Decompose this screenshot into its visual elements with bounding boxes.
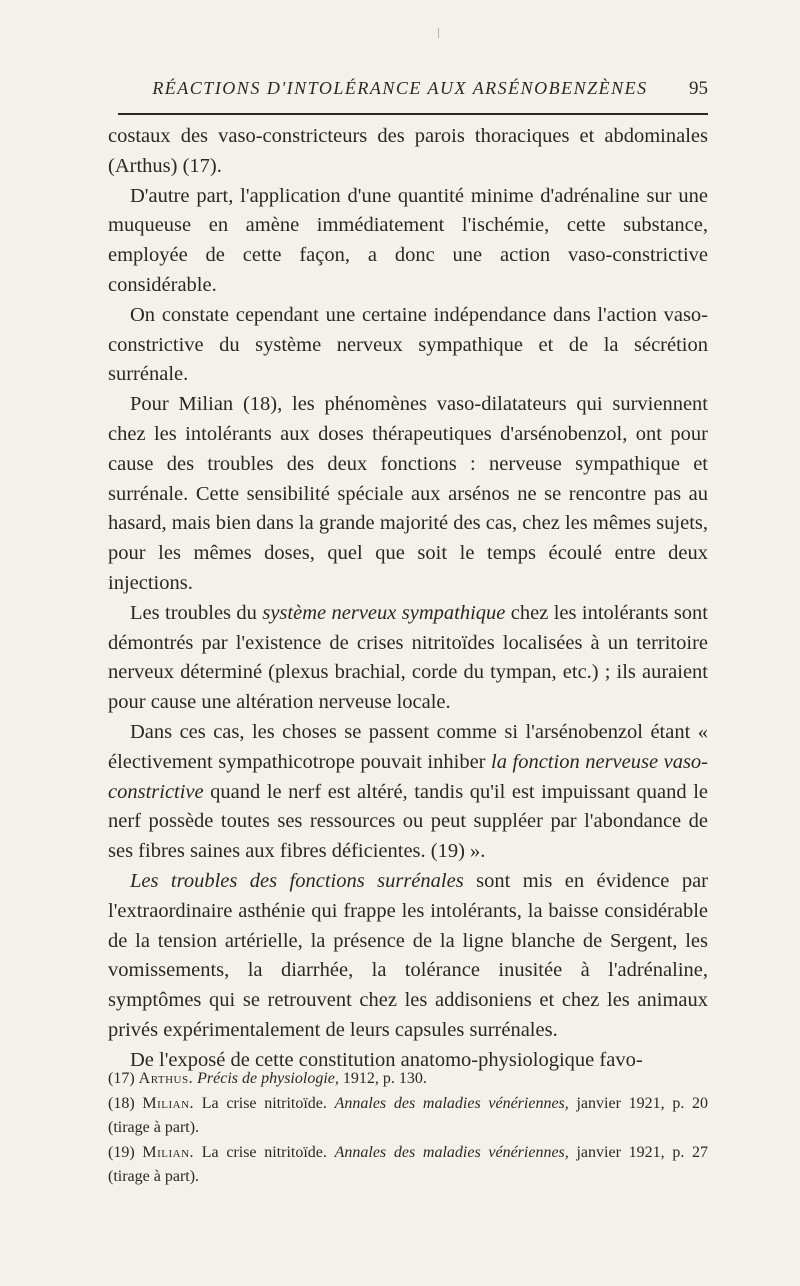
paragraph-6-emphasis: la fonction nerveuse vaso-constrictive (108, 750, 708, 803)
footnote-number: (18) (108, 1094, 135, 1112)
paragraph-6-end: quand le nerf est altéré, tandis qu'il est impuissant quand le nerf possède toutes ses ressources ou peut suppléer par l'abondance de ses fibres saines aux fibres déficientes. (19) ». (108, 780, 708, 863)
footnote-article: La crise nitritoïde. (194, 1143, 335, 1161)
paragraph-7-emphasis: Les troubles des fonctions surrénales (130, 869, 464, 892)
footnote-author: Milian. (142, 1143, 195, 1161)
footnote-details: janvier 1921, p. 27 (tirage à part). (108, 1143, 709, 1185)
footnote-number: (19) (108, 1143, 135, 1161)
paragraph-5-emphasis: système nerveux sympathique (262, 601, 506, 624)
footnote-author: Arthus. (138, 1070, 194, 1087)
paragraph-1: costaux des vaso-constricteurs des parois thoraciques et abdominales (Arthus) (17). (108, 125, 708, 177)
footnote-journal: Annales des maladies vénériennes, (334, 1094, 569, 1112)
paragraph-5-start: Les troubles du (130, 601, 263, 624)
footnote-article: La crise nitritoïde. (194, 1094, 335, 1112)
paragraph-2: D'autre part, l'application d'une quantité minime d'adrénaline sur une muqueuse en amène immédiatement l'ischémie, cette substance, employée de cette façon, a donc une action vaso-constrictive considérable. (108, 184, 708, 296)
footnote-author: Milian. (142, 1094, 195, 1112)
footnote-title: Précis de physiologie, (197, 1070, 339, 1087)
footnote-19 (108, 1141, 708, 1190)
paragraph-6 (108, 718, 708, 867)
body-text (108, 122, 708, 1076)
paragraph-5 (108, 599, 708, 718)
print-mark (438, 28, 439, 38)
paragraph-3: On constate cependant une certaine indépendance dans l'action vaso-constrictive du système nerveux sympathique et de la sécrétion surrénale. (108, 303, 708, 386)
footnote-details: janvier 1921, p. 20 (tirage à part). (108, 1094, 709, 1136)
paragraph-4: Pour Milian (18), les phénomènes vaso-dilatateurs qui surviennent chez les intolérants aux doses thérapeutiques d'arsénobenzol, ont pour cause des troubles des deux fonctions : nerveuse sympathique et surrénale. Cette sensibilité spéciale aux arsénos ne se rencontre pas au hasard, mais bien dans la grande majorité des cas, chez les mêmes sujets, pour les mêmes doses, quel que soit le temps écoulé entre deux injections. (108, 393, 708, 594)
footnote-17 (108, 1067, 708, 1092)
paragraph-7 (108, 867, 708, 1046)
paragraph-6-start: Dans ces cas, les choses se passent comme si l'arsénobenzol étant « électivement sympathicotrope pouvait inhiber (108, 720, 708, 773)
footnote-details: 1912, p. 130. (338, 1070, 427, 1087)
running-title: RÉACTIONS D'INTOLÉRANCE AUX ARSÉNOBENZÈNES (152, 78, 648, 98)
page-header (108, 78, 708, 106)
paragraph-7-end: sont mis en évidence par l'extraordinaire asthénie qui frappe les intolérants, la baisse considérable de la tension artérielle, la présence de la ligne blanche de Sergent, les vomissements, la diarrhée, la tolérance inusitée à l'adrénaline, symptômes qui se retrouvent chez les addisoniens et chez les animaux privés expérimentalement de leurs capsules surrénales. (108, 869, 708, 1041)
footnote-18 (108, 1092, 708, 1141)
header-rule (118, 113, 708, 115)
footnote-number: (17) (108, 1070, 135, 1087)
paragraph-8: De l'exposé de cette constitution anatomo-physiologique favo- (130, 1048, 643, 1071)
paragraph-5-end: chez les intolérants sont démontrés par l'existence de crises nitritoïdes localisées à un territoire nerveux déterminé (plexus brachial, corde du tympan, etc.) ; ils auraient pour cause une altération nerveuse locale. (108, 601, 709, 714)
footnotes (108, 1067, 708, 1190)
footnote-journal: Annales des maladies vénériennes, (334, 1143, 569, 1161)
page-number: 95 (689, 78, 708, 99)
